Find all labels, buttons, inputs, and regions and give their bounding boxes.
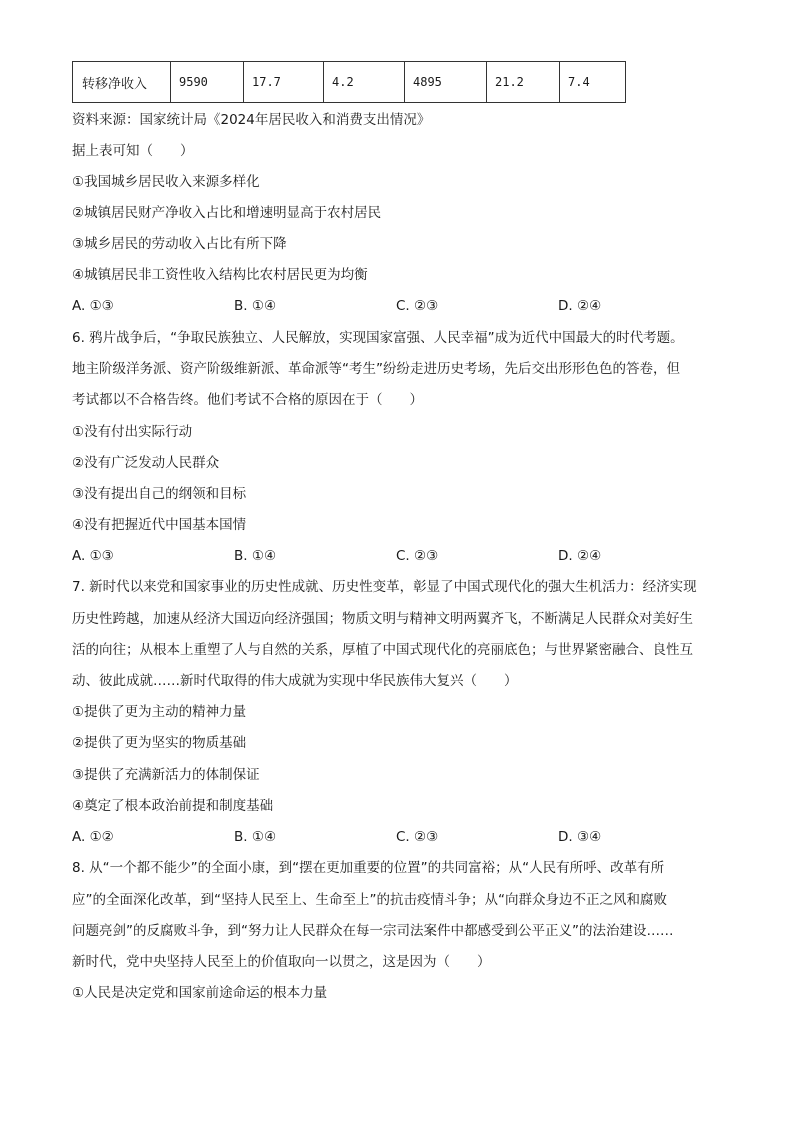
q6-item: ①没有付出实际行动	[72, 424, 193, 440]
option-b: B. ①④	[234, 829, 277, 845]
option-a: A. ①③	[72, 548, 114, 564]
option-a: A. ①②	[72, 829, 114, 845]
q8-item: ①人民是决定党和国家前途命运的根本力量	[72, 985, 328, 1001]
table-cell: 9590	[171, 62, 244, 103]
q7-item: ④奠定了根本政治前提和制度基础	[72, 798, 274, 814]
table-cell: 7.4	[560, 62, 626, 103]
option-c: C. ②③	[396, 298, 439, 314]
q8-line: 8. 从“一个都不能少”的全面小康，到“摆在更加重要的位置”的共同富裕；从“人民有所呼、改革有所	[72, 860, 665, 876]
option-d: D. ③④	[558, 829, 602, 845]
q6-line: 6. 鸦片战争后，“争取民族独立、人民解放，实现国家富强、人民幸福”成为近代中国最大的时代考题。	[72, 330, 684, 346]
q8-line: 问题亮剑”的反腐败斗争，到“努力让人民群众在每一宗司法案件中都感受到公平正义”的法治建设……	[72, 923, 674, 939]
q7-line: 活的向往；从根本上重塑了人与自然的关系，厚植了中国式现代化的亮丽底色；与世界紧密融合、良性互	[72, 642, 693, 658]
q7-line: 历史性跨越，加速从经济大国迈向经济强国；物质文明与精神文明两翼齐飞，不断满足人民群众对美好生	[72, 611, 693, 627]
q6-options	[72, 546, 632, 566]
q7-line: 动、彼此成就……新时代取得的伟大成就为实现中华民族伟大复兴（ ）	[72, 673, 518, 689]
income-table	[72, 61, 626, 103]
q6-item: ②没有广泛发动人民群众	[72, 455, 220, 471]
option-d: D. ②④	[558, 298, 602, 314]
q7-line: 7. 新时代以来党和国家事业的历史性成就、历史性变革，彰显了中国式现代化的强大生机活力：经济实现	[72, 579, 697, 595]
option-d: D. ②④	[558, 548, 602, 564]
q7-item: ①提供了更为主动的精神力量	[72, 704, 247, 720]
q5-stem: 据上表可知（ ）	[72, 143, 194, 159]
table-cell: 4.2	[324, 62, 405, 103]
q5-options	[72, 296, 632, 316]
q8-line: 应”的全面深化改革，到“坚持人民至上、生命至上”的抗击疫情斗争；从“向群众身边不正之风和腐败	[72, 892, 667, 908]
option-a: A. ①③	[72, 298, 114, 314]
q7-item: ③提供了充满新活力的体制保证	[72, 767, 260, 783]
q7-item: ②提供了更为坚实的物质基础	[72, 735, 247, 751]
q5-item: ①我国城乡居民收入来源多样化	[72, 174, 260, 190]
table-cell: 21.2	[487, 62, 560, 103]
table-cell: 17.7	[244, 62, 324, 103]
q6-item: ④没有把握近代中国基本国情	[72, 517, 247, 533]
table-cell: 4895	[405, 62, 487, 103]
table-source: 资料来源：国家统计局《2024年居民收入和消费支出情况》	[72, 112, 431, 128]
option-c: C. ②③	[396, 548, 439, 564]
table-row	[73, 62, 626, 103]
q7-options	[72, 827, 632, 847]
table-cell: 转移净收入	[73, 62, 171, 103]
q6-item: ③没有提出自己的纲领和目标	[72, 486, 247, 502]
option-b: B. ①④	[234, 548, 277, 564]
option-b: B. ①④	[234, 298, 277, 314]
q5-item: ③城乡居民的劳动收入占比有所下降	[72, 236, 287, 252]
q5-item: ④城镇居民非工资性收入结构比农村居民更为均衡	[72, 267, 368, 283]
q6-line: 地主阶级洋务派、资产阶级维新派、革命派等“考生”纷纷走进历史考场，先后交出形形色色的答卷，但	[72, 361, 680, 377]
option-c: C. ②③	[396, 829, 439, 845]
q8-line: 新时代，党中央坚持人民至上的价值取向一以贯之，这是因为（ ）	[72, 954, 491, 970]
q6-line: 考试都以不合格告终。他们考试不合格的原因在于（ ）	[72, 392, 423, 408]
q5-item: ②城镇居民财产净收入占比和增速明显高于农村居民	[72, 205, 382, 221]
